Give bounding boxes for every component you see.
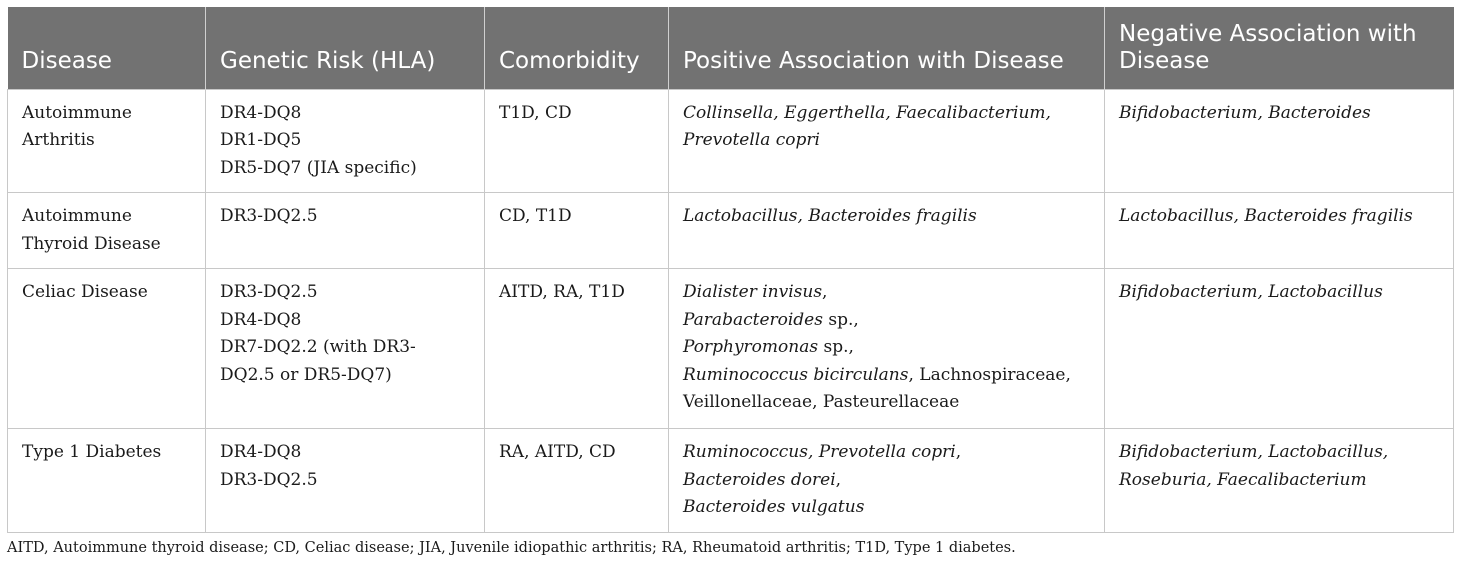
cell-negative-association: [1105, 89, 1454, 193]
cell-genetic-risk: [206, 269, 485, 429]
cell-disease: [8, 429, 206, 533]
table-row: [8, 89, 1454, 193]
cell-disease-line: Autoimmune: [22, 102, 132, 123]
cell-positive-association-line: [683, 203, 1092, 231]
taxon-name: Bifidobacterium, Lactobacillus: [1119, 282, 1383, 302]
cell-disease-line: Thyroid Disease: [22, 233, 161, 254]
cell-genetic-risk-line: DR5-DQ7 (JIA specific): [220, 157, 417, 178]
cell-positive-association-line: [683, 100, 1092, 128]
cell-genetic-risk: [206, 89, 485, 193]
header-disease: Disease: [8, 7, 206, 89]
header-negative-association: Negative Association with Disease: [1105, 7, 1454, 89]
taxon-name: Dialister invisus: [683, 282, 823, 302]
cell-positive-association-line: [683, 307, 1092, 335]
cell-disease: [8, 193, 206, 269]
cell-disease-line: Autoimmune: [22, 206, 132, 226]
cell-negative-association: [1105, 193, 1454, 269]
plain-text: ,: [955, 442, 962, 462]
plain-text: , Lachnospiraceae,: [908, 364, 1071, 385]
cell-genetic-risk-line: DR4-DQ8: [220, 102, 302, 123]
table-row: [8, 269, 1454, 429]
cell-disease-line: Type 1 Diabetes: [22, 442, 162, 462]
table-footnote: AITD, Autoimmune thyroid disease; CD, Celiac disease; JIA, Juvenile idiopathic arthritis; RA, Rheumatoid arthritis; T1D, Type 1 diabetes.: [7, 540, 1016, 556]
cell-negative-association-line: [1119, 203, 1441, 231]
cell-negative-association-line: [1119, 439, 1441, 467]
cell-disease-line: Celiac Disease: [22, 282, 148, 302]
cell-positive-association: [669, 269, 1105, 429]
cell-disease-line: Arthritis: [22, 130, 95, 150]
cell-genetic-risk-line: DR7-DQ2.2 (with DR3-: [220, 337, 416, 357]
cell-comorbidity: RA, AITD, CD: [485, 429, 669, 533]
cell-positive-association-line: [683, 362, 1092, 390]
taxon-name: Bifidobacterium, Bacteroides: [1119, 102, 1371, 123]
cell-positive-association-line: [683, 127, 1092, 155]
plain-text: sp.,: [822, 309, 859, 330]
cell-genetic-risk-line: DR4-DQ8: [220, 442, 302, 462]
taxon-name: Porphyromonas: [683, 337, 819, 357]
cell-genetic-risk: [206, 429, 485, 533]
table-body: [8, 89, 1454, 532]
cell-genetic-risk-line: DQ2.5 or DR5-DQ7): [220, 364, 392, 385]
header-positive-association: Positive Association with Disease: [669, 7, 1105, 89]
taxon-name: Parabacteroides: [683, 309, 823, 330]
cell-disease: [8, 269, 206, 429]
cell-positive-association: [669, 429, 1105, 533]
taxon-name: Bacteroides vulgatus: [683, 497, 865, 517]
header-genetic-risk: Genetic Risk (HLA): [206, 7, 485, 89]
cell-negative-association-line: [1119, 467, 1441, 495]
cell-positive-association-line: [683, 279, 1092, 307]
taxon-name: Collinsella, Eggerthella, Faecalibacterium,: [683, 102, 1051, 123]
taxon-name: Prevotella copri: [683, 130, 820, 150]
plain-text: ,: [822, 282, 828, 302]
header-row: [8, 7, 1454, 89]
taxon-name: Bifidobacterium, Lactobacillus,: [1119, 442, 1389, 462]
cell-genetic-risk-line: DR3-DQ2.5: [220, 206, 318, 226]
association-table-container: [7, 7, 1453, 533]
cell-positive-association-line: [683, 439, 1092, 467]
cell-genetic-risk-line: DR3-DQ2.5: [220, 282, 318, 302]
cell-positive-association-line: [683, 334, 1092, 362]
cell-negative-association-line: [1119, 279, 1441, 307]
taxon-name: Bacteroides dorei: [683, 469, 836, 490]
plain-text: Veillonellaceae, Pasteurellaceae: [683, 392, 960, 412]
table-row: [8, 193, 1454, 269]
association-table: [7, 7, 1454, 533]
taxon-name: Ruminococcus, Prevotella copri: [683, 442, 956, 462]
cell-comorbidity: T1D, CD: [485, 89, 669, 193]
taxon-name: Lactobacillus, Bacteroides fragilis: [1119, 206, 1413, 226]
cell-genetic-risk-line: DR4-DQ8: [220, 309, 302, 330]
cell-genetic-risk-line: DR1-DQ5: [220, 130, 302, 150]
taxon-name: Ruminococcus bicirculans: [683, 364, 909, 385]
cell-negative-association: [1105, 429, 1454, 533]
header-comorbidity: Comorbidity: [485, 7, 669, 89]
plain-text: ,: [835, 469, 842, 490]
cell-negative-association-line: [1119, 100, 1441, 128]
cell-genetic-risk-line: DR3-DQ2.5: [220, 469, 318, 490]
table-header: [8, 7, 1454, 89]
cell-disease: [8, 89, 206, 193]
taxon-name: Lactobacillus, Bacteroides fragilis: [683, 206, 977, 226]
cell-negative-association: [1105, 269, 1454, 429]
cell-comorbidity: CD, T1D: [485, 193, 669, 269]
cell-comorbidity: AITD, RA, T1D: [485, 269, 669, 429]
table-row: [8, 429, 1454, 533]
plain-text: sp.,: [818, 337, 854, 357]
cell-positive-association: [669, 193, 1105, 269]
cell-positive-association-line: [683, 494, 1092, 522]
taxon-name: Roseburia, Faecalibacterium: [1119, 469, 1367, 490]
cell-positive-association-line: [683, 389, 1092, 417]
cell-positive-association-line: [683, 467, 1092, 495]
cell-positive-association: [669, 89, 1105, 193]
cell-genetic-risk: [206, 193, 485, 269]
